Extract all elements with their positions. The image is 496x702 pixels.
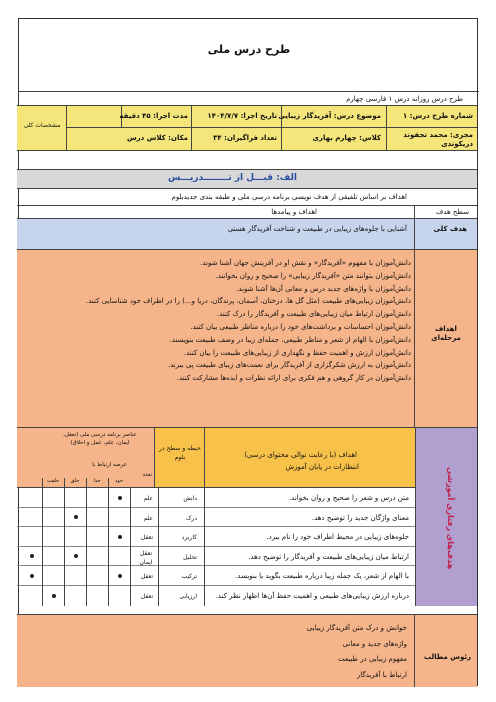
general-goal-text: آشنایی با جلوه‌های زیبایی در طبیعت و شناخت آفریدگار هستی xyxy=(227,225,407,233)
page-title: طرح درس ملی xyxy=(207,43,291,56)
objective-text: جلوه‌های زیبایی در محیط اطراف خود را نام ببرد. xyxy=(266,533,409,542)
goals-outcomes-header: اهداف و پیامدها xyxy=(271,208,317,216)
plan-number: شماره طرح درس: ۱ xyxy=(402,112,473,120)
headings-list xyxy=(27,621,407,683)
table-row xyxy=(17,566,415,586)
stage-goal-item: دانش‌آموزان ارتباط میان زیبایی‌های طبیعت و آفریدگار را درک کنند. xyxy=(216,310,411,319)
objective-text: با الهام از شعر، یک جمله زیبا درباره طبیعت بگوید یا بنویسد. xyxy=(235,572,409,581)
table-row xyxy=(17,527,415,547)
objectives-table xyxy=(17,488,415,606)
divider xyxy=(19,91,479,92)
stage-goals-label: اهداف مرحله‌ای xyxy=(431,325,461,342)
subtitle: طرح درس روزانه درس ۱ فارسی چهارم xyxy=(346,95,463,103)
class-name: کلاس: چهارم بهاری xyxy=(312,134,381,142)
rel-col-god: خدا xyxy=(93,478,101,484)
duration: مدت اجرا: ۴۵ دقیقه xyxy=(119,112,188,120)
teacher-name: مجری: محمد تجفوند دریکوندی xyxy=(403,131,473,148)
stage-goal-item: دانش‌آموزان به ارزش شکرگزاری از آفریدگار برای نعمت‌های زیبای طبیعت پی ببرند. xyxy=(167,361,411,370)
general-goal-label: هدف کلی xyxy=(433,225,467,233)
rel-col-self: خود xyxy=(115,478,123,484)
objective-text: متن درس و شعر را صحیح و روان بخواند. xyxy=(288,494,409,502)
dimension: تعقل xyxy=(140,534,153,542)
stage-goals-list xyxy=(21,257,411,385)
heading-item: ارتباط با آفریدگار xyxy=(356,670,407,679)
execution-date: تاریخ اجرا: ۱۴۰۴/۷/۷ xyxy=(207,112,277,120)
dimension: تعقل xyxy=(140,593,153,600)
rel-col-people: خلق xyxy=(70,478,80,484)
section-a-title: الف: قبـــل از تــــــــدریـــس xyxy=(168,173,297,183)
headings-label: رئوس مطالب xyxy=(424,653,471,661)
table-row xyxy=(17,488,415,508)
bloom-header: حیطه و سطح در بلوم xyxy=(159,445,201,461)
goals-basis: اهداف بر اساس تلفیقی از هدف نویسی برنامه درسی ملی و طبقه بندی جدیدبلوم xyxy=(171,193,407,201)
goals-header: اهداف (با رعایت توالی محتوای درسی) xyxy=(244,451,357,459)
behavior-objectives-label: هدف‌های رفتاری آموزشی xyxy=(446,467,455,570)
bloom-level: تحلیل xyxy=(183,553,197,561)
relation-mark xyxy=(30,574,34,578)
location: مکان: کلاس درس xyxy=(126,134,188,142)
student-count: تعداد فراگیران: ۳۴ xyxy=(213,134,277,142)
relation-mark xyxy=(118,535,122,539)
relation-mark xyxy=(118,574,122,578)
bloom-level: ارزیابی xyxy=(179,593,197,600)
elements-header: عناصر برنامه درسی ملی (تعقل، ایمان، علم، عمل و اخلاق) xyxy=(63,432,137,446)
stage-goal-item: دانش‌آموزان ارزش و اهمیت حفظ و نگهداری از زیبایی‌های طبیعت را بیان کنند. xyxy=(183,348,411,357)
dimension: تعقل xyxy=(140,573,153,581)
stage-goal-item: دانش‌آموزان با مفهوم «آفریدگار» و نقش او در آفرینش جهان آشنا شوند. xyxy=(200,259,411,267)
bloom-level: ترکیب xyxy=(181,573,197,581)
stage-goal-item: دانش‌آموزان زیبایی‌های طبیعت (مثل گل ها، درختان، آسمان، پرندگان، دریا و...) را در اطراف خود شناسایی کنند. xyxy=(86,297,411,306)
stage-goal-item: دانش‌آموزان با واژه‌های جدید درس و معانی آن‌ها آشنا شوند. xyxy=(236,284,411,293)
dimension-header: تعدد xyxy=(142,472,152,478)
info-side-label: مشخصات کلی xyxy=(23,122,61,129)
dimension: تعقل ایمان xyxy=(139,549,153,566)
objective-text: درباره ارزش زیبایی‌های طبیعی و اهمیت حفظ آن‌ها اظهار نظر کند. xyxy=(215,592,409,600)
rel-col-creation: خلقت xyxy=(46,478,60,484)
heading-item: خوانش و درک متن آفریدگار زیبایی xyxy=(306,624,407,632)
goal-level-header: سطح هدف xyxy=(436,208,469,216)
relation-mark xyxy=(118,496,122,500)
table-row xyxy=(17,586,415,606)
stage-goal-item: دانش‌آموزان احساسات و برداشت‌های خود را درباره مناظر طبیعی بیان کنند. xyxy=(190,322,411,331)
stage-goal-item: دانش‌آموزان با الهام از شعر و مناظر طبیعی، جمله‌ای زیبا در وصف طبیعت بنویسند. xyxy=(169,335,411,344)
heading-item: مفهوم زیبایی در طبیعت xyxy=(337,655,407,663)
bloom-level: کاربرد xyxy=(181,534,197,542)
lesson-topic: موضوع درس: آفریدگار زیبایی xyxy=(278,112,381,120)
relation-mark xyxy=(74,554,78,558)
goals-subheader: انتظارات در پایان آموزش xyxy=(285,463,359,471)
stage-goal-item: دانش‌آموزان در کار گروهی و هم فکری برای ارائه نظرات و ایده‌ها مشارکت کنند. xyxy=(176,374,411,383)
dimension: علم xyxy=(143,514,153,522)
dimension: علم xyxy=(143,495,153,502)
general-goal-row xyxy=(17,218,477,250)
heading-item: واژه‌های جدید و معانی xyxy=(342,639,407,648)
bloom-level: درک xyxy=(186,514,197,522)
bloom-level: دانش xyxy=(183,495,197,502)
objective-text: معنای واژگان جدید را توضیح دهد. xyxy=(311,513,409,522)
stage-goal-item: دانش‌آموزان بتوانند متن «آفریدگار زیبایی» را صحیح و روان بخوانند. xyxy=(215,271,411,280)
lesson-plan-page xyxy=(18,18,478,686)
relation-mark xyxy=(52,594,56,598)
relation-mark xyxy=(30,554,34,558)
objective-text: ارتباط میان زیبایی‌های طبیعت و آفریدگار را توضیح دهد. xyxy=(248,552,409,561)
relation-mark xyxy=(74,515,78,519)
relation-header: عرصه ارتباط با xyxy=(92,462,127,468)
